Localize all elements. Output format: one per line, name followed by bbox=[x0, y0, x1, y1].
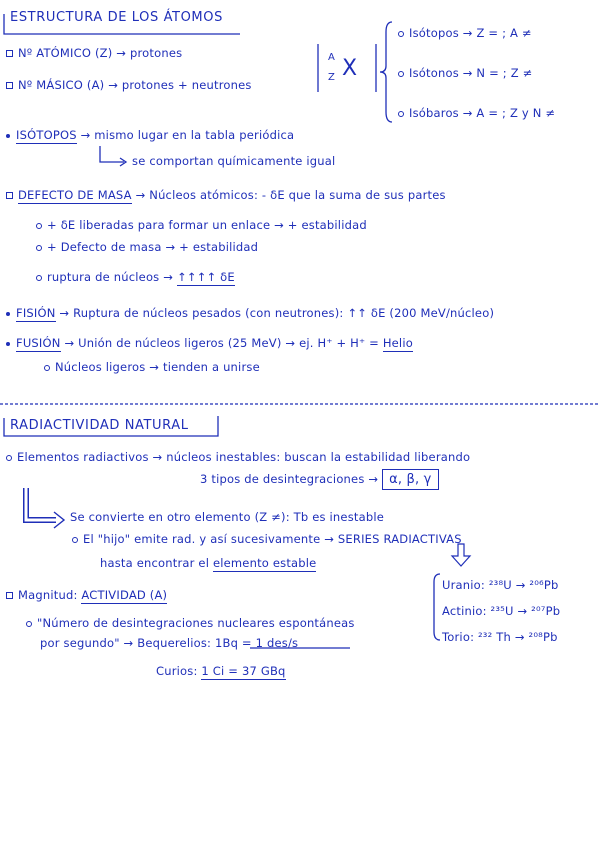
filled-bullet-icon bbox=[6, 312, 10, 316]
circle-bullet-icon bbox=[36, 245, 42, 251]
isotopos-behaviour: se comportan químicamente igual bbox=[132, 154, 336, 168]
numero-line-2: por segundo" → Bequerelios: 1Bq = 1 des/s bbox=[40, 636, 299, 650]
circle-bullet-icon bbox=[26, 621, 32, 627]
series-torio: Torio: ²³² Th → ²⁰⁸Pb bbox=[442, 630, 558, 644]
numero-line-1: "Número de desintegraciones nucleares espontáneas bbox=[26, 616, 355, 630]
convierte-line: Se convierte en otro elemento (Z ≠): Tb es inestable bbox=[70, 510, 385, 524]
notation-Z: Z bbox=[328, 72, 336, 83]
defecto-item-2: + Defecto de masa → + estabilidad bbox=[36, 240, 258, 254]
square-bullet-icon bbox=[6, 192, 13, 199]
isotopos-rule: Isótopos → Z = ; A ≠ bbox=[398, 26, 532, 40]
square-bullet-icon bbox=[6, 592, 13, 599]
magnitud-line: Magnitud: ACTIVIDAD (A) bbox=[6, 588, 167, 602]
circle-bullet-icon bbox=[72, 537, 78, 543]
defecto-line: DEFECTO DE MASA → Núcleos atómicos: - δE que la suma de sus partes bbox=[6, 188, 446, 202]
circle-bullet-icon bbox=[398, 71, 404, 77]
filled-bullet-icon bbox=[6, 342, 10, 346]
circle-bullet-icon bbox=[398, 31, 404, 37]
notation-A: A bbox=[328, 52, 336, 63]
defecto-item-1: + δE liberadas para formar un enlace → + estabilidad bbox=[36, 218, 367, 232]
decay-types-box: α, β, γ bbox=[382, 469, 439, 490]
circle-bullet-icon bbox=[36, 223, 42, 229]
isotonos-rule: Isótonos → N = ; Z ≠ bbox=[398, 66, 532, 80]
square-bullet-icon bbox=[6, 82, 13, 89]
isobaros-rule: Isóbaros → A = ; Z y N ≠ bbox=[398, 106, 555, 120]
fusion-line: FUSIÓN → Unión de núcleos ligeros (25 MeV) → ej. H⁺ + H⁺ = Helio bbox=[6, 336, 413, 350]
circle-bullet-icon bbox=[6, 455, 12, 461]
series-uranio: Uranio: ²³⁸U → ²⁰⁶Pb bbox=[442, 578, 559, 592]
circle-bullet-icon bbox=[44, 365, 50, 371]
curios-line: Curios: 1 Ci = 37 GBq bbox=[156, 664, 286, 678]
fusion-sub: Núcleos ligeros → tienden a unirse bbox=[44, 360, 260, 374]
hijo-line: El "hijo" emite rad. y así sucesivamente → SERIES RADIACTIVAS bbox=[72, 532, 462, 546]
section1-title: ESTRUCTURA DE LOS ÁTOMOS bbox=[10, 10, 223, 25]
isotopos-line: ISÓTOPOS → mismo lugar en la tabla periódica bbox=[6, 128, 294, 142]
elementos-line: Elementos radiactivos → núcleos inestables: buscan la estabilidad liberando bbox=[6, 450, 470, 464]
mass-number-line: Nº MÁSICO (A) → protones + neutrones bbox=[6, 78, 252, 92]
hasta-line: hasta encontrar el elemento estable bbox=[100, 556, 317, 570]
series-actinio: Actinio: ²³⁵U → ²⁰⁷Pb bbox=[442, 604, 561, 618]
square-bullet-icon bbox=[6, 50, 13, 57]
filled-bullet-icon bbox=[6, 134, 10, 138]
circle-bullet-icon bbox=[36, 275, 42, 281]
fision-line: FISIÓN → Ruptura de núcleos pesados (con neutrones): ↑↑ δE (200 MeV/núcleo) bbox=[6, 306, 494, 320]
notation-X: X bbox=[342, 56, 358, 81]
circle-bullet-icon bbox=[398, 111, 404, 117]
defecto-item-3: ruptura de núcleos → ↑↑↑↑ δE bbox=[36, 270, 235, 284]
atomic-number-line: Nº ATÓMICO (Z) → protones bbox=[6, 46, 182, 60]
section2-title: RADIACTIVIDAD NATURAL bbox=[10, 418, 189, 433]
tipos-line: 3 tipos de desintegraciones → α, β, γ bbox=[200, 472, 439, 487]
